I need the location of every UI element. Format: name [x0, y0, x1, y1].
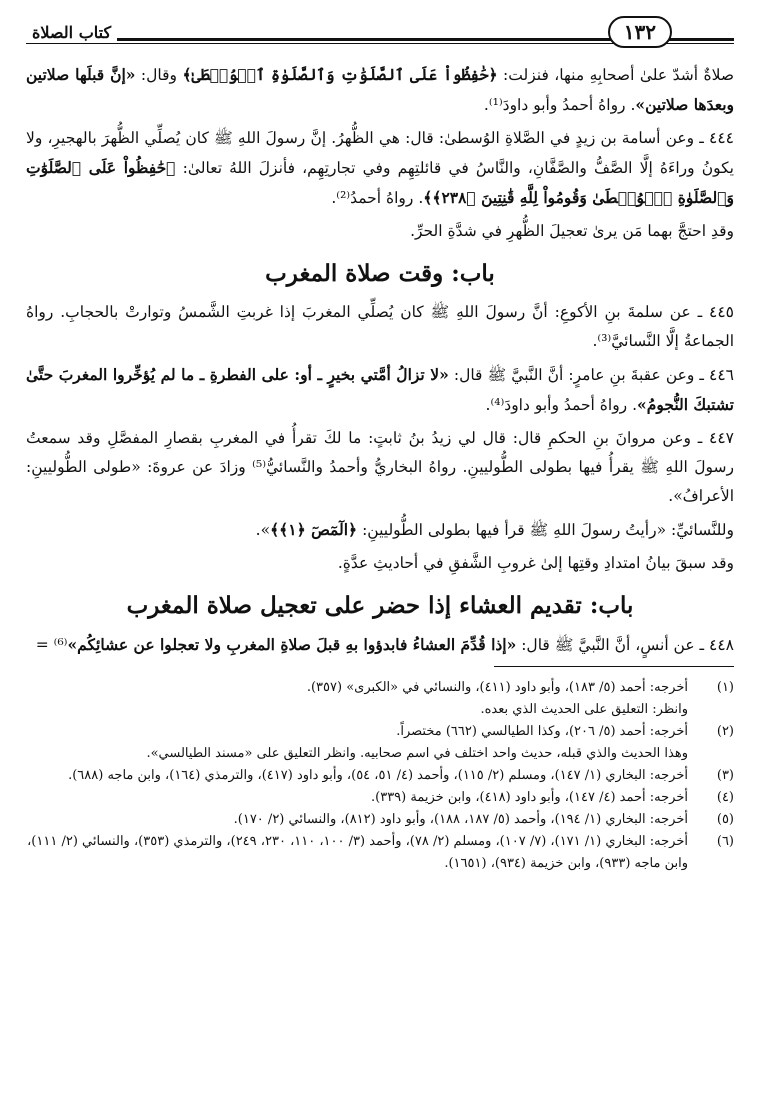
footnote: [26, 787, 734, 809]
footnote-number: (٦): [716, 834, 734, 849]
hadith-quote: «إذا قُدِّمَ العشاءُ فابدؤوا بهِ قبلَ صلاةِ المغربِ ولا تعجلوا عن عشائِكُم»: [67, 635, 517, 654]
page-number: ١٣٢: [608, 16, 672, 48]
chapter-heading-isha-before-maghrib: باب: تقديم العشاء إذا حضر على تعجيل صلاة المغرب: [126, 592, 634, 619]
footnote-text: أخرجه: أحمد (٥/ ٢٠٦)، وكذا الطيالسي (٦٦٢) مختصراً.: [396, 724, 688, 739]
footnote-text: أخرجه: البخاري (١/ ١٩٤)، وأحمد (٥/ ١٨٧، ١٨٨)، وأبو داود (٨١٢)، والنسائي (٢/ ١٧٠).: [233, 812, 688, 827]
main-text: [26, 60, 734, 660]
footnote: [26, 721, 734, 743]
text-segment: ».: [255, 521, 271, 539]
hadith-quote: «إنَّ قبلَها صلاتين وبعدَها صلاتين»: [26, 65, 734, 114]
text-segment: ⁽⁶⁾ =: [35, 636, 68, 654]
hadith-446: [26, 360, 734, 420]
text-segment: . رواهُ أحمدُ⁽²⁾.: [331, 189, 424, 207]
quran-verse: ﴿حَٰفِظُواْ عَلَى ٱلصَّلَوَٰتِ وَٱلصَّلَوٰةِ ٱلۡوُسۡطَىٰ﴾: [182, 65, 498, 84]
text-segment: وللنَّسائيِّ: «رأيتُ رسولَ اللهِ ﷺ قرأ فيها بطولى الطُّوليينِ:: [357, 521, 734, 539]
footnote: [26, 765, 734, 787]
quran-verse: ﴿حَٰفِظُواْ عَلَى ٱلصَّلَوَٰتِ وَٱلصَّلَوٰةِ ٱلۡوُسۡطَىٰ وَقُومُواْ لِلَّهِ قَٰنِتِينَ ﴿٢٣٨﴾﴾: [26, 158, 734, 207]
chapter-heading-maghrib-time: باب: وقت صلاة المغرب: [265, 260, 495, 287]
text-segment: . رواهُ أحمدُ وأبو داودَ⁽¹⁾.: [483, 96, 636, 114]
footnote-text: أخرجه: البخاري (١/ ١٤٧)، ومسلم (٢/ ١١٥)، وأحمد (٤/ ٥١، ٥٤)، وأبو داود (٤١٧)، والترمذي (١٦٤)، وابن ماجه (٦٨٨).: [68, 768, 688, 783]
hadith-448: [26, 630, 734, 660]
footnote: [26, 831, 734, 875]
paragraph-continuation: [26, 60, 734, 120]
page-header: [26, 14, 734, 50]
footnote-number: (٣): [716, 768, 734, 783]
hadith-445: ٤٤٥ ـ عن سلمةَ بنِ الأكوعِ: أنَّ رسولَ اللهِ ﷺ كان يُصلِّي المغربَ إذا غربتِ الشَّمسُ وتوارتْ بالحجابِ. رواهُ الجماعةُ إلَّا النَّسائيَّ⁽³⁾.: [26, 303, 734, 350]
footnote-text: أخرجه: البخاري (١/ ١٧١)، (٧/ ١٠٧)، ومسلم (٢/ ٧٨)، وأحمد (٣/ ١٠٠، ١١٠، ٢٣٠، ٢٤٩)، والترمذي (٣٥٣)، والنسائي (٢/ ١١١)، وابن ماجه (٩٣٣)، وابن خزيمة (٩٣٤)، (١٦٥١).: [27, 834, 688, 871]
footnote-text: أخرجه: أحمد (٤/ ١٤٧)، وأبو داود (٤١٨)، وابن خزيمة (٣٣٩).: [371, 790, 688, 805]
text-segment: ٤٤٦ ـ وعن عقبةَ بنِ عامرٍ: أنَّ النَّبيَّ ﷺ قال:: [448, 366, 734, 384]
hadith-447: ٤٤٧ ـ وعن مروانَ بنِ الحكمِ قال: قال لي زيدُ بنُ ثابتٍ: ما لكَ تقرأُ في المغربِ بقصارِ المفصَّلِ وقد سمعتُ رسولَ اللهِ ﷺ يقرأُ فيها بطولى الطُّوليينِ. رواهُ البخاريُّ وأحمدُ والنَّسائيُّ⁽⁵⁾ وزادَ عن عروةَ: «طولى الطُّوليينِ: الأعرافُ».: [26, 429, 734, 505]
running-title: كتاب الصلاة: [26, 23, 117, 42]
footnote-extra: وانظر: التعليق على الحديث الذي بعده.: [480, 702, 688, 717]
footnote-extra: وهذا الحديث والذي قبله، حديث واحد اختلف في اسم صحابيه. وانظر التعليق على «مسند الطيالسي».: [146, 746, 688, 761]
commentary-note: وقدِ احتجَّ بهما مَن يرىٰ تعجيلَ الظُّهرِ في شدَّةِ الحرِّ.: [410, 222, 734, 240]
commentary-note: وقد سبقَ بيانُ امتدادِ وقتِها إلىٰ غروبِ الشَّفقِ في أحاديثِ عدَّةٍ.: [337, 554, 734, 572]
text-segment: ٤٤٨ ـ عن أنسٍ، أنَّ النَّبيَّ ﷺ قال:: [516, 636, 734, 654]
footnote-number: (٤): [716, 790, 734, 805]
hadith-447-nasai: [26, 515, 734, 545]
footnote-separator: [494, 666, 734, 667]
footnote-number: (٢): [716, 724, 734, 739]
footnote-number: (٥): [716, 812, 734, 827]
text-segment: ٤٤٤ ـ وعن أسامة بن زيدٍ في الصَّلاةِ الوُسطىٰ: قال: هي الظُّهرُ. إنَّ رسولَ اللهِ ﷺ كان يُصلِّي الظُّهرَ بالهجيرِ، ولا يكونُ وراءَهُ إلَّا الصَّفُّ والصَّفَّانِ، والنَّاسُ في قائلتِهِم وفي تجارتِهِم، فأنزلَ اللهُ تعالىٰ:: [26, 129, 734, 177]
footnote: [26, 677, 734, 699]
hadith-quote: «لا تزالُ أمَّتي بخيرٍ ـ أو: على الفطرةِ ـ ما لم يُؤخِّروا المغربَ حتَّىٰ تشتبكَ النُّجومُ»: [26, 365, 734, 414]
footnote-text: أخرجه: أحمد (٥/ ١٨٣)، وأبو داود (٤١١)، والنسائي في «الكبرى» (٣٥٧).: [306, 680, 688, 695]
text-segment: وقال:: [135, 66, 183, 84]
text-segment: صلاةٌ أشدّ علىٰ أصحابِهِ منها، فنزلت:: [497, 66, 734, 84]
footnote-number: (١): [716, 680, 734, 695]
text-segment: . رواهُ أحمدُ وأبو داودَ⁽⁴⁾.: [485, 396, 638, 414]
footnote: [26, 809, 734, 831]
quran-verse: ﴿الٓمٓصٓ ﴿١﴾﴾: [270, 520, 358, 539]
hadith-444: [26, 124, 734, 213]
footnotes: [26, 677, 734, 875]
